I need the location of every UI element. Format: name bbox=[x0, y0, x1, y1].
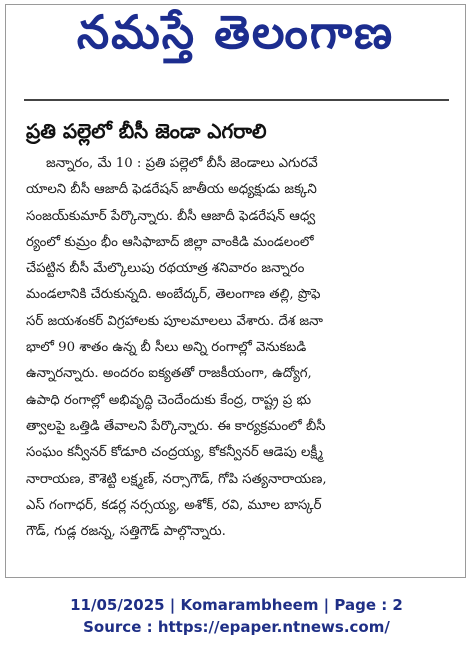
newspaper-clipping bbox=[5, 4, 466, 578]
article-line: చేపట్టిన బీసీ మేల్కొలుపు రథయాత్ర శనివారం జన్నారం bbox=[26, 261, 305, 277]
article-headline: ప్రతి పల్లెలో బీసీ జెండా ఎగరాలి bbox=[26, 119, 267, 143]
article-line: సంజయ్‌కుమార్ పేర్కొన్నారు. బీసీ ఆజాదీ ఫెడరేషన్ ఆధ్వ bbox=[26, 208, 316, 224]
article-line: జన్నారం, మే 10 : ప్రతి పల్లెలో బీసీ జెండాలు ఎగురవే bbox=[46, 156, 318, 171]
article-line: మండలానికి చేరుకున్నది. అంబేద్కర్, తెలంగాణ తల్లి, ప్రొఫె bbox=[26, 287, 321, 303]
footer-meta: 11/05/2025 | Komarambheem | Page : 2 bbox=[70, 596, 403, 614]
article-line: ఉన్నారన్నారు. అందరం ఐక్యతతో రాజకీయంగా, ఉద్యోగ, bbox=[26, 366, 312, 382]
article-line: ఉపాధి రంగాల్లో అభివృద్ధి చెందేందుకు కేంద్ర, రాష్ట్ర ప్ర భు bbox=[26, 392, 312, 408]
masthead-logo: నమస్తే తెలంగాణ bbox=[76, 7, 395, 59]
article-line: సర్ జయశంకర్ విగ్రహాలకు పూలమాలలు వేశారు. దేశ జనా bbox=[26, 313, 323, 329]
article-line: ర్యంలో కుమ్రం భీం ఆసిఫాబాద్ జిల్లా వాంకిడి మండలంలో bbox=[26, 234, 314, 250]
article-body bbox=[26, 151, 450, 545]
article-line: భాలో 90 శాతం ఉన్న బీ సీలు అన్ని రంగాల్లో వెనుకబడి bbox=[26, 340, 307, 356]
article-line: యాలని బీసీ ఆజాదీ ఫెడరేషన్ జాతీయ అధ్యక్షుడు జక్కని bbox=[26, 182, 317, 198]
headline-divider bbox=[24, 99, 449, 101]
article-line: ఎస్ గంగాధర్, కడర్ల నర్సయ్య, అశోక్, రవి, మూల బాస్కర్ bbox=[26, 497, 322, 513]
article-line: నారాయణ, కౌశెట్టి లక్ష్మణ్, నర్సాగౌడ్, గోపి సత్యనారాయణ, bbox=[26, 471, 327, 487]
article-line: త్వాలపై ఒత్తిడి తేవాలని పేర్కొన్నారు. ఈ కార్యక్రమంలో బీసీ bbox=[26, 418, 326, 434]
article-line: సంఘం కన్వీనర్ కోడూరి చంద్రయ్య, కోకన్వీనర్ ఆడెపు లక్ష్మీ bbox=[26, 445, 323, 461]
footer-source: Source : https://epaper.ntnews.com/ bbox=[83, 618, 390, 636]
article-line: గౌడ్, గుడ్ల రజన్న, సత్తిగౌడ్ పాల్గొన్నారు. bbox=[26, 524, 226, 540]
clipping-footer bbox=[0, 594, 473, 638]
